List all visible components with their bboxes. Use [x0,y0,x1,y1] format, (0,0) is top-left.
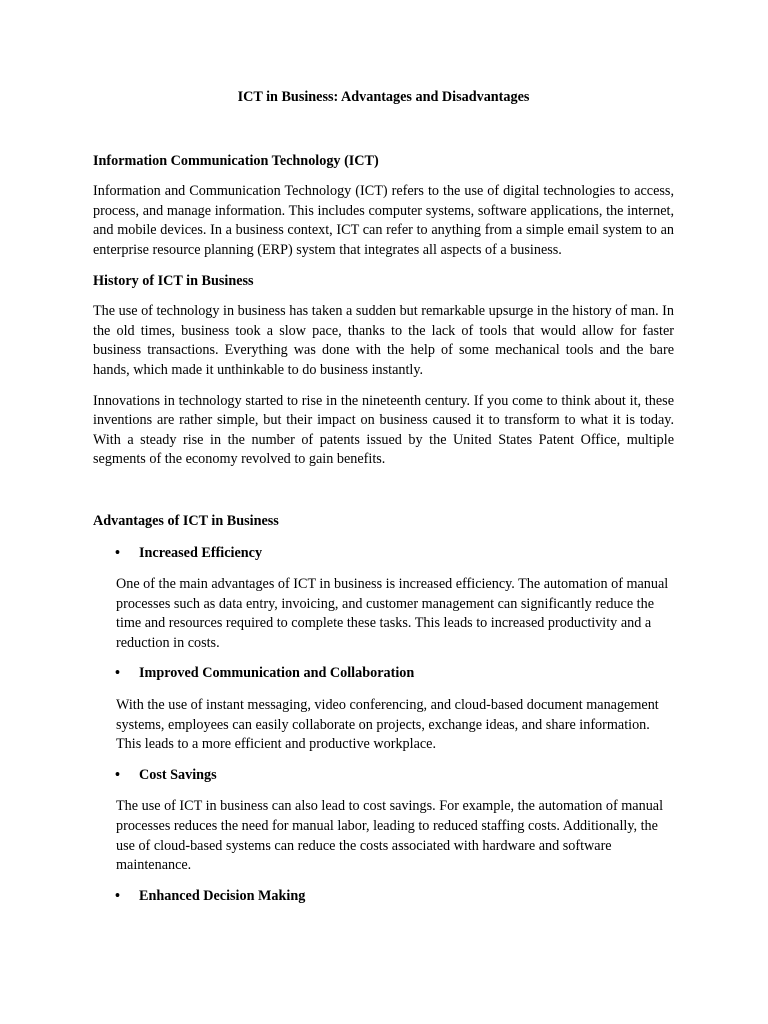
bullet-item-improved-communication [93,664,674,684]
bullet-icon: • [115,887,120,904]
bullet-icon: • [115,766,120,783]
heading-ict: Information Communication Technology (ICT) [93,152,379,169]
bullet-icon: • [115,544,120,561]
bullet-icon: • [115,665,120,682]
heading-advantages: Advantages of ICT in Business [93,512,279,529]
bullet-title: Improved Communication and Collaboration [139,665,415,682]
bullet-item-cost-savings [93,766,674,786]
paragraph-cost-savings: The use of ICT in business can also lead to cost savings. For example, the automation of manual processes reduces the need for manual labor, leading to reduced staffing costs. Additionally, the use of cloud-based systems can reduce the costs associated with hardware and software maintenance. [116,798,664,874]
paragraph-history-1: The use of technology in business has taken a sudden but remarkable upsurge in the history of man. In the old times, business took a slow pace, thanks to the lack of tools that would allow for faster business transactions. Everything was done with the help of some mechanical tools and the bare hands, which made it unthinkable to do business instantly. [93,303,674,378]
paragraph-history-2: Innovations in technology started to rise in the nineteenth century. If you come to think about it, these inventions are rather simple, but their impact on business caused it to transform to what it is today. With a steady rise in the number of patents issued by the United States Patent Office, multiple segments of the economy revolved to gain benefits. [93,392,674,468]
bullet-item-enhanced-decision-making [93,887,674,907]
document-title: ICT in Business: Advantages and Disadvantages [237,89,530,105]
paragraph-increased-efficiency: One of the main advantages of ICT in business is increased efficiency. The automation of manual processes such as data entry, invoicing, and customer management can significantly reduce the time and resources required to complete these tasks. This leads to increased productivity and a reduction in costs. [116,576,669,651]
bullet-title: Cost Savings [139,766,217,783]
bullet-item-increased-efficiency [93,544,674,564]
bullet-title: Enhanced Decision Making [139,887,306,904]
paragraph-ict: Information and Communication Technology (ICT) refers to the use of digital technologies to access, process, and manage information. This includes computer systems, software applications, the internet, and mobile devices. In a business context, ICT can refer to anything from a simple email system to an enterprise resource planning (ERP) system that integrates all aspects of a business. [93,183,674,258]
heading-history: History of ICT in Business [93,272,254,289]
paragraph-improved-communication: With the use of instant messaging, video conferencing, and cloud-based document management systems, employees can easily collaborate on projects, exchange ideas, and share information. This leads to a more efficient and productive workplace. [116,697,659,753]
bullet-title: Increased Efficiency [139,544,263,561]
